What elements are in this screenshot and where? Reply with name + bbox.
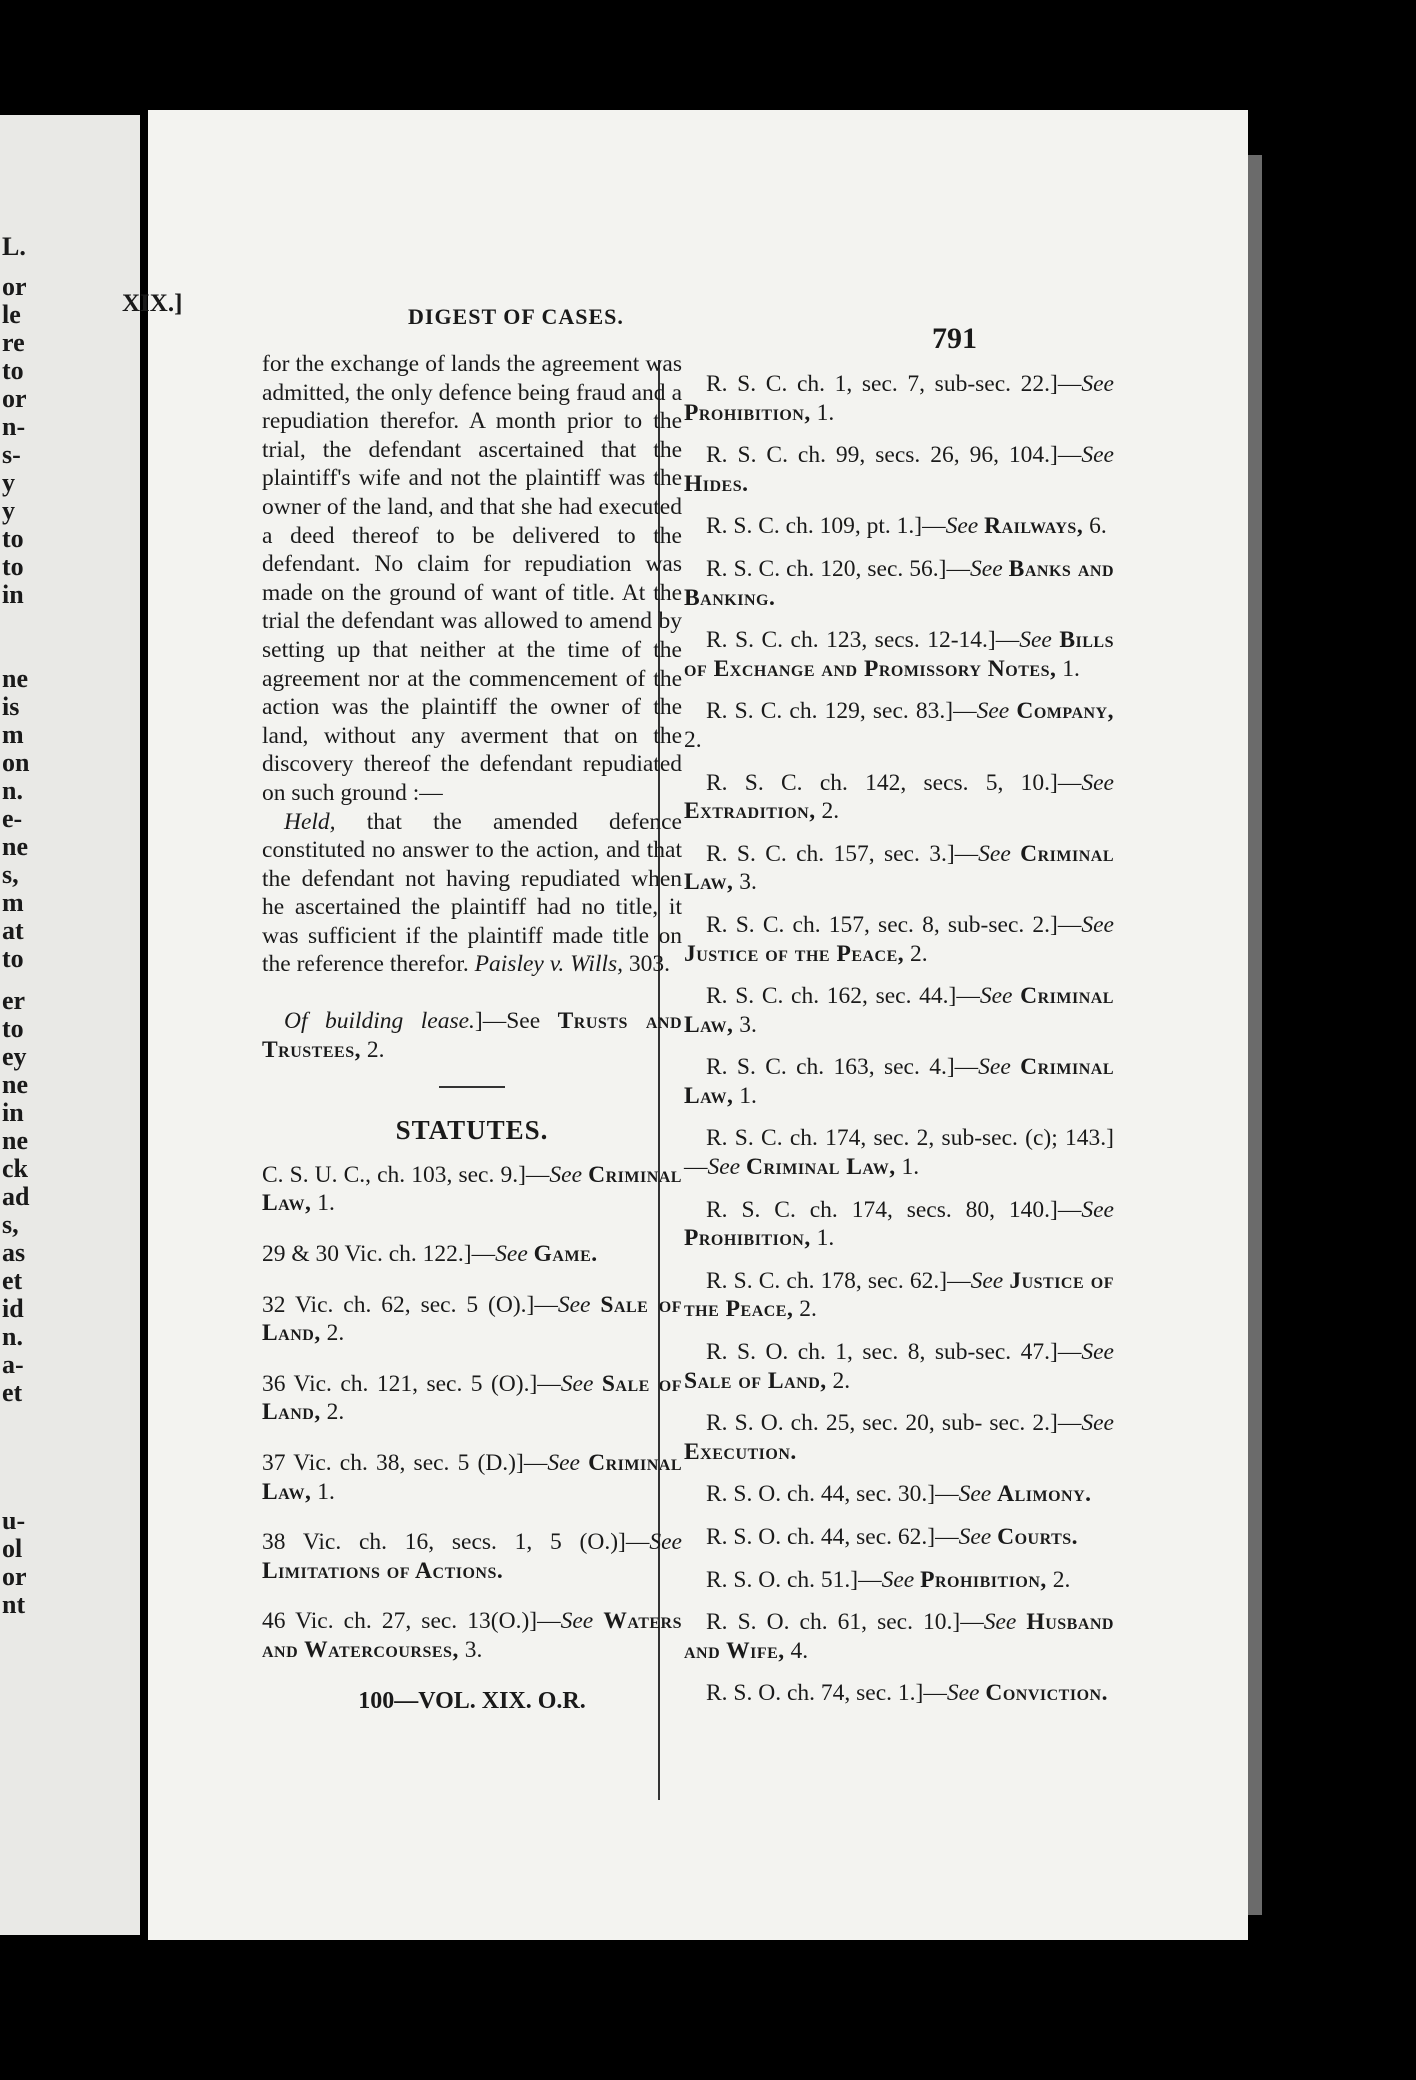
cross-reference: Railways,: [984, 513, 1084, 540]
facing-page-fragment: to: [2, 944, 24, 973]
statute-citation: C. S. U. C., ch. 103, sec. 9.]—: [262, 1161, 550, 1188]
statute-citation: R. S. C. ch. 162, sec. 44.]—: [706, 983, 980, 1010]
reference-number: 2.: [320, 1399, 345, 1426]
statute-citation: 32 Vic. ch. 62, sec. 5 (O).]—: [262, 1291, 558, 1318]
reference-number: 2.: [360, 1036, 385, 1063]
page-binding-edge: [1248, 155, 1262, 1915]
statute-citation: R. S. C. ch. 157, sec. 3.]—: [706, 840, 979, 867]
statute-citation: R. S. O. ch. 44, sec. 30.]—: [706, 1481, 959, 1508]
statute-entry: [684, 441, 1114, 498]
facing-page-fragment: er: [2, 986, 26, 1015]
see-text: See: [946, 1680, 986, 1707]
statute-citation: R. S. O. ch. 51.]—: [706, 1566, 882, 1593]
right-column: [684, 370, 1114, 1722]
reference-number: 1.: [1056, 655, 1080, 682]
see-text: See: [1081, 1410, 1114, 1437]
reference-number: 2.: [815, 798, 840, 825]
statute-entry: [684, 1523, 1114, 1552]
cross-reference: Company,: [1016, 698, 1114, 725]
statute-entry: [684, 840, 1114, 897]
see-text: See: [970, 555, 1009, 582]
statute-entry: [684, 697, 1114, 754]
cross-reference: Prohibition,: [920, 1566, 1047, 1593]
see-text: See: [649, 1529, 682, 1556]
facing-page-fragment: or: [2, 272, 27, 301]
cross-reference: Husband and Wife,: [684, 1609, 1114, 1664]
facing-page-fragment: ne: [2, 832, 28, 861]
see-text: See: [970, 1267, 1010, 1294]
cross-reference: Criminal Law,: [684, 840, 1114, 896]
statute-entry: [262, 1291, 682, 1348]
statute-entry: [684, 1124, 1114, 1181]
case-page: 303.: [623, 951, 671, 978]
facing-page-fragment: to: [2, 1014, 24, 1043]
statute-entry: [684, 1608, 1114, 1665]
left-column: [262, 350, 682, 1715]
facing-page-fragment: et: [2, 1378, 23, 1407]
cross-reference: Sale of Land,: [684, 1367, 827, 1394]
statute-citation: R. S. O. ch. 44, sec. 62.]—: [706, 1524, 959, 1550]
see-text: See: [549, 1161, 589, 1188]
reference-number: 1.: [311, 1190, 335, 1217]
statute-citation: R. S. O. ch. 25, sec. 20, sub- sec. 2.]—: [706, 1410, 1082, 1437]
cross-reference: Bills of Exchange and Promissory Notes,: [684, 627, 1114, 682]
reference-number: 2.: [1046, 1566, 1071, 1593]
cross-reference: Conviction.: [985, 1680, 1108, 1707]
cross-reference: Criminal Law,: [746, 1154, 896, 1181]
see-text: See: [945, 513, 985, 540]
held-text: that the amended defence constituted no answer to the action, and that the defendant not having repudiated when he ascertained the plaintiff had no title, it was sufficient if the plaintiff made title on the reference therefor.: [262, 808, 682, 978]
statute-entry: [684, 1196, 1114, 1253]
reference-number: 2.: [684, 726, 702, 753]
reference-number: 1.: [810, 1225, 835, 1252]
see-text: See: [958, 1524, 998, 1550]
statutes-heading: STATUTES.: [395, 1115, 549, 1146]
reference-number: 2.: [320, 1320, 345, 1347]
reference-number: 2.: [904, 940, 928, 967]
statute-citation: R. S. O. ch. 74, sec. 1.]—: [706, 1680, 947, 1707]
statute-citation: R. S. C. ch. 163, sec. 4.]—: [706, 1054, 979, 1081]
cross-reference: Criminal Law,: [684, 1054, 1114, 1109]
statute-citation: R. S. C. ch. 142, secs. 5, 10.]—: [706, 769, 1082, 796]
statute-entry: [684, 370, 1114, 427]
reference-number: 3.: [458, 1636, 483, 1663]
see-text: See: [881, 1566, 921, 1593]
statute-citation: R. S. C. ch. 174, secs. 80, 140.]—: [706, 1196, 1082, 1223]
statute-entry: [262, 1370, 682, 1427]
statute-citation: 29 & 30 Vic. ch. 122.]—: [262, 1241, 496, 1268]
see-text: See: [983, 1609, 1027, 1636]
facing-page-fragment: to: [2, 524, 24, 553]
reference-number: 2.: [826, 1367, 851, 1394]
statute-entry: [684, 626, 1114, 683]
reference-number: 1.: [810, 399, 835, 426]
see-text: See: [976, 698, 1017, 725]
statute-entry: [684, 911, 1114, 968]
facing-page-fragment: m: [2, 720, 24, 749]
facing-page-fragment: ey: [2, 1042, 27, 1071]
facing-page-fragment: s,: [2, 860, 19, 889]
statute-citation: R. S. O. ch. 1, sec. 8, sub-sec. 47.]—: [706, 1339, 1082, 1366]
cross-reference: Alimony.: [997, 1481, 1092, 1508]
cross-reference: Banks and Banking.: [684, 555, 1114, 611]
facing-page-fragment: ne: [2, 664, 28, 693]
facing-page-fragment: n.: [2, 776, 23, 805]
cross-reference: Waters and Watercourses,: [262, 1608, 682, 1663]
cross-reference: Sale of Land,: [262, 1370, 682, 1426]
see-text: See: [557, 1291, 601, 1318]
statute-entry: [262, 1240, 682, 1269]
reference-number: 2.: [793, 1296, 817, 1323]
statute-citation: R. S. C. ch. 123, secs. 12-14.]—: [706, 627, 1020, 654]
facing-page-fragment: le: [2, 300, 21, 329]
see-text: See: [560, 1370, 602, 1397]
facing-page-fragment: ne: [2, 1070, 28, 1099]
cross-reference: Trusts and Trustees,: [262, 1008, 682, 1063]
facing-page-fragment: in: [2, 1098, 24, 1127]
facing-page-fragment: or: [2, 1562, 27, 1591]
cross-reference: Sale of Land,: [262, 1291, 682, 1347]
see-text: ]—See: [474, 1008, 558, 1035]
see-text: See: [547, 1450, 589, 1476]
facing-page-edge: [0, 115, 140, 1935]
cross-reference: Prohibition,: [684, 1225, 811, 1252]
statute-entry: [684, 1338, 1114, 1395]
statute-entry: [684, 1480, 1114, 1509]
see-text: See: [495, 1241, 534, 1268]
see-text: See: [1081, 1196, 1114, 1223]
see-text: See: [1019, 627, 1060, 654]
statute-entry: [684, 1566, 1114, 1595]
cross-reference: Extradition,: [684, 798, 816, 825]
cross-reference: Courts.: [997, 1524, 1079, 1550]
cross-reference: Limitations of Actions.: [262, 1557, 504, 1584]
cross-reference: Prohibition,: [684, 399, 811, 426]
cross-reference: Criminal Law,: [262, 1161, 682, 1217]
cross-reference: Criminal Law,: [684, 983, 1114, 1038]
reference-number: 4.: [784, 1637, 809, 1664]
facing-page-fragment: et: [2, 1266, 23, 1295]
facing-page-fragment: nt: [2, 1590, 26, 1619]
see-text: See: [1081, 371, 1114, 397]
case-name: Paisley v. Wills,: [474, 951, 624, 978]
reference-number: 3.: [733, 869, 757, 896]
cross-reference: Game.: [533, 1241, 598, 1268]
see-text: See: [979, 983, 1021, 1010]
section-rule: [439, 1086, 505, 1088]
facing-page-fragment: ol: [2, 1534, 23, 1563]
statute-citation: R. S. C. ch. 178, sec. 62.]—: [706, 1267, 971, 1294]
facing-page-fragment: s-: [2, 440, 21, 469]
facing-page-fragment: n.: [2, 1322, 23, 1351]
building-lease-heading: Of building lease.: [284, 1008, 475, 1035]
facing-page-fragment: or: [2, 384, 27, 413]
facing-page-fragment: on: [2, 748, 30, 777]
see-text: See: [560, 1608, 604, 1635]
statute-entries-right: [684, 370, 1114, 1708]
statute-citation: R. S. C. ch. 1, sec. 7, sub-sec. 22.]—: [706, 371, 1082, 397]
facing-page-fragment: a-: [2, 1350, 24, 1379]
building-lease-entry: [262, 1007, 682, 1064]
see-text: See: [978, 840, 1021, 867]
statute-entry: [684, 555, 1114, 612]
facing-page-fragment: L.: [2, 232, 26, 261]
case-holding: [262, 808, 682, 980]
facing-page-fragment: to: [2, 552, 24, 581]
reference-number: 1.: [733, 1082, 757, 1109]
statute-citation: R. S. C. ch. 129, sec. 83.]—: [706, 698, 977, 725]
statute-entry: [262, 1161, 682, 1218]
facing-page-fragment: m: [2, 888, 24, 917]
header-volume: XIX.]: [122, 290, 183, 317]
facing-page-fragment: to: [2, 356, 24, 385]
statute-entry: [262, 1607, 682, 1664]
facing-page-fragment: in: [2, 580, 24, 609]
see-text: See: [958, 1481, 998, 1508]
see-text: See: [1081, 911, 1114, 938]
statute-entry: [684, 982, 1114, 1039]
facing-page-fragment: ad: [2, 1182, 30, 1211]
statute-entry: [684, 1267, 1114, 1324]
statute-citation: R. S. C. ch. 109, pt. 1.]—: [706, 513, 946, 540]
facing-page-fragment: y: [2, 468, 15, 497]
reference-number: 1.: [311, 1478, 335, 1505]
facing-page-fragment: s,: [2, 1210, 19, 1239]
statute-entry: [684, 1053, 1114, 1110]
cross-reference: Execution.: [684, 1438, 797, 1465]
see-text: See: [707, 1154, 746, 1181]
see-text: See: [1081, 1339, 1114, 1366]
statute-citation: 38 Vic. ch. 16, secs. 1, 5 (O.)]—: [262, 1529, 650, 1556]
statute-entry: [684, 1679, 1114, 1708]
reference-number: 3.: [733, 1011, 757, 1038]
facing-page-fragment: e-: [2, 804, 23, 833]
statute-citation: R. S. C. ch. 120, sec. 56.]—: [706, 555, 971, 582]
facing-page-fragment: id: [2, 1294, 24, 1323]
held-label: Held,: [284, 808, 336, 835]
statute-citation: R. S. C. ch. 157, sec. 8, sub-sec. 2.]—: [706, 911, 1082, 938]
facing-page-fragment: u-: [2, 1506, 26, 1535]
facing-page-fragment: re: [2, 328, 25, 357]
facing-page-fragment: ne: [2, 1126, 28, 1155]
signature-footer: 100—VOL. XIX. O.R.: [358, 1687, 586, 1714]
case-summary: [262, 350, 682, 808]
see-text: See: [1081, 442, 1114, 469]
statute-entry: [684, 512, 1114, 541]
statute-citation: 37 Vic. ch. 38, sec. 5 (D.)]—: [262, 1450, 548, 1476]
statute-entries-left: [262, 1161, 682, 1665]
cross-reference: Criminal Law,: [262, 1450, 682, 1505]
statute-citation: R. S. C. ch. 99, secs. 26, 96, 104.]—: [706, 442, 1082, 469]
facing-page-fragment: y: [2, 496, 15, 525]
statute-citation: 36 Vic. ch. 121, sec. 5 (O).]—: [262, 1370, 561, 1397]
statute-citation: R. S. C. ch. 174, sec. 2, sub-sec. (c); 143.]—: [684, 1125, 1114, 1181]
running-header: [122, 180, 1122, 355]
statute-entry: [684, 1409, 1114, 1466]
statute-entry: [262, 1528, 682, 1585]
statute-citation: R. S. O. ch. 61, sec. 10.]—: [706, 1609, 984, 1636]
facing-page-fragment: ck: [2, 1154, 28, 1183]
cross-reference: Justice of the Peace,: [684, 1267, 1115, 1323]
page-number: 791: [932, 322, 977, 355]
case-facts: for the exchange of lands the agreement was admitted, the only defence being fraud and a repudiation therefor. A month prior to the trial, the defendant ascertained that the plaintiff's wife and not the plaintiff was the owner of the land, and that she had executed a deed thereof to be delivered to the defendant. No claim for repudiation was made on the ground of want of title. At the trial the defendant was allowed to amend by setting up that neither at the time of the agreement nor at the commencement of the action was the plaintiff the owner of the land, without any averment that on the discovery thereof the defendant repudiated on such ground :—: [262, 351, 682, 806]
statute-citation: 46 Vic. ch. 27, sec. 13(O.)]—: [262, 1608, 561, 1635]
facing-page-fragment: is: [2, 692, 20, 721]
see-text: See: [978, 1054, 1021, 1081]
see-text: See: [1081, 769, 1114, 796]
facing-page-fragment: as: [2, 1238, 26, 1267]
header-title: DIGEST OF CASES.: [408, 304, 624, 329]
statute-entry: [262, 1449, 682, 1506]
cross-reference: Justice of the Peace,: [684, 940, 905, 967]
facing-page-fragment: at: [2, 916, 24, 945]
statute-entry: [684, 769, 1114, 826]
reference-number: 6.: [1083, 513, 1107, 540]
cross-reference: Hides.: [684, 470, 749, 497]
reference-number: 1.: [895, 1154, 920, 1181]
facing-page-fragment: n-: [2, 412, 26, 441]
